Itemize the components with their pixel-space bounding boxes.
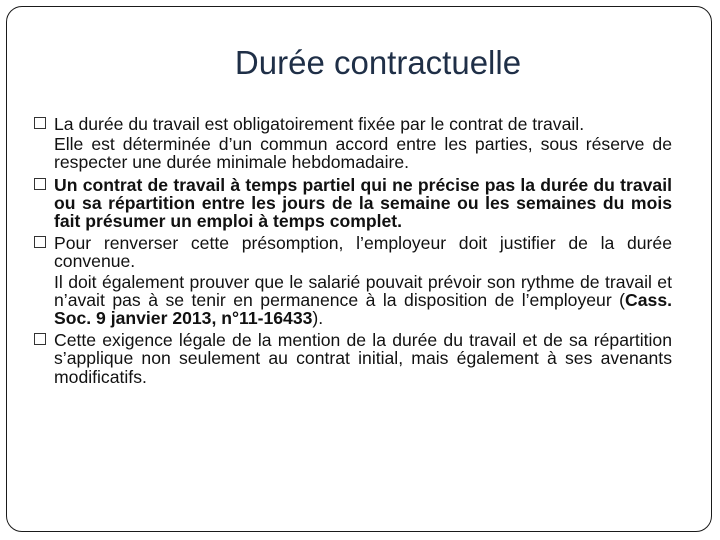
bullet-3-text: Pour renverser cette présomption, l’employeur doit justifier de la durée convenue.: [54, 233, 672, 272]
slide-body: [34, 115, 672, 386]
bullet-1-text: La durée du travail est obligatoirement fixée par le contrat de travail: [54, 114, 580, 134]
case-citation: Cass. Soc. 9 janvier 2013, n°11-16433: [54, 289, 672, 329]
bullet-4-text: Cette exigence légale de la mention de la durée du travail et de sa répartition s’applique non seulement au contrat initial, mais également à ses avenants modificatifs.: [54, 330, 672, 387]
checkbox-bullet-icon: [34, 117, 46, 129]
bullet-3-extra: [34, 273, 672, 328]
bullet-1-extra: [34, 135, 672, 171]
bullet-3: [34, 234, 672, 270]
bullet-4: [34, 331, 672, 386]
bullet-3-extra-pre: Il doit également prouver que le salarié pouvait prévoir son rythme de travail et n’avait pas à se tenir en permanence à la disposition de l’employeur (: [54, 271, 672, 310]
bullet-1-extra-text: Elle est déterminée d’un commun accord entre les parties, sous réserve de respecter une durée minimale hebdomadaire.: [54, 134, 672, 173]
bullet-1: [34, 115, 672, 133]
bullet-2-text: Un contrat de travail à temps partiel qui ne précise pas la durée du travail ou sa répartition entre les jours de la semaine ou les semaines du mois fait présumer un emploi à temps complet.: [54, 174, 672, 232]
bullet-2: [34, 176, 672, 231]
checkbox-bullet-icon: [34, 333, 46, 345]
checkbox-bullet-icon: [34, 236, 46, 248]
bullet-1-text-end: .: [579, 114, 585, 134]
checkbox-bullet-icon: [34, 178, 46, 190]
slide-title: Durée contractuelle: [234, 44, 522, 81]
bullet-3-extra-post: ).: [312, 308, 324, 329]
